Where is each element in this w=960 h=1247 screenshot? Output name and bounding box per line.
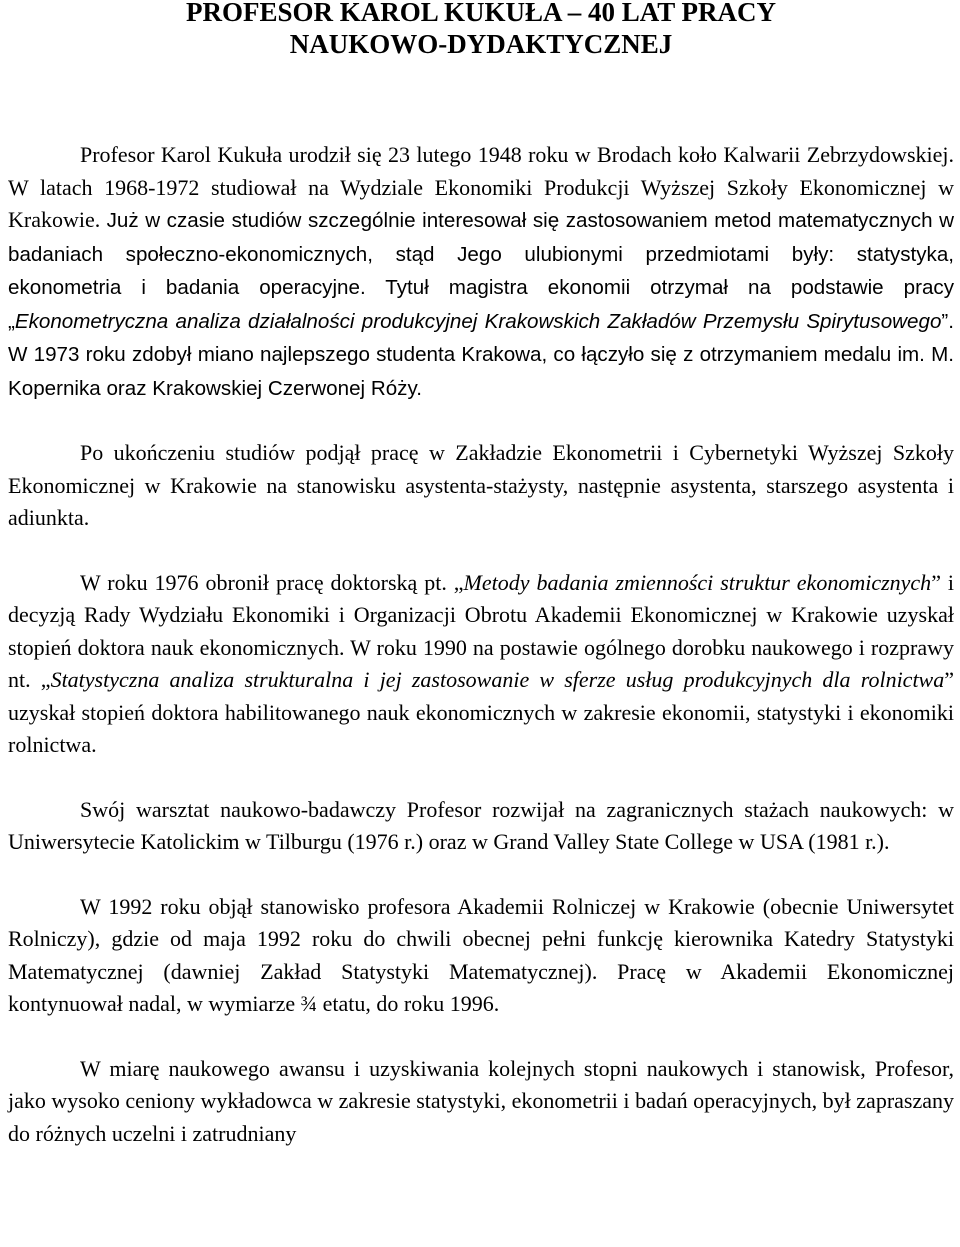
thesis-title-habilitation: Statystyczna analiza strukturalna i jej zastosowanie w sferze usług produkcyjnych dla rolnictwa — [50, 667, 945, 692]
thesis-title-master: Ekonometryczna analiza działalności produkcyjnej Krakowskich Zakładów Przemysłu Spirytusowego — [14, 309, 942, 333]
title-line-1: PROFESOR KAROL KUKUŁA – 40 LAT PRACY — [185, 0, 777, 27]
document-page — [8, 0, 954, 1150]
paragraph-doctorate — [8, 567, 954, 762]
page-title — [8, 0, 954, 60]
paragraph-3-part-a: W roku 1976 obronił pracę doktorską pt. „ — [80, 569, 464, 595]
paragraph-3-part-e: ” uzyskał stopień doktora habilitowanego nauk ekonomicznych w zakresie ekonomii, statystyki i ekonomiki rolnictwa. — [8, 667, 954, 757]
paragraph-3-part-c: ” i decyzją Rady Wydziału Ekonomiki i Organizacji Obrotu Akademii Ekonomicznej w Krakowie uzyskał stopień doktora nauk ekonomicznych. W roku 1990 na postawie ogólnego dorobku naukowego i rozprawy nt. „ — [8, 569, 954, 692]
paragraph-1-part-b: Już w czasie studiów szczególnie interesował się zastosowaniem metod matematycznych w badaniach społeczno-ekonomicznych, stąd Jego ulubionymi przedmiotami były: statystyka, ekonometria i badania operacyjne. Tytuł magistra ekonomii otrzymał na podstawie pracy „ — [8, 209, 954, 333]
paragraph-professorship: W 1992 roku objął stanowisko profesora Akademii Rolniczej w Krakowie (obecnie Uniwersytet Rolniczy), gdzie od maja 1992 roku do chwili obecnej pełni funkcję kierownika Katedry Statystyki Matematycznej (dawniej Zakład Statystyki Matematycznej). Pracę w Akademii Ekonomicznej kontynuował nadal, w wymiarze ¾ etatu, do roku 1996. — [8, 893, 954, 1016]
paragraph-career-start: Po ukończeniu studiów podjął pracę w Zakładzie Ekonometrii i Cybernetyki Wyższej Szkoły Ekonomicznej w Krakowie na stanowisku asystenta-stażysty, następnie asystenta, starszego asystenta i adiunkta. — [8, 440, 954, 530]
paragraph-1-part-a: Profesor Karol Kukuła urodził się 23 lutego 1948 roku w Brodach koło Kalwarii Zebrzydowskiej. W latach 1968-1972 studiował na Wydziale Ekonomiki Produkcji Wyższej Szkoły Ekonomicznej w Krakowie. — [8, 142, 954, 232]
paragraph-1-part-d: ”. W 1973 roku zdobył miano najlepszego studenta Krakowa, co łączyło się z otrzymaniem medalu im. M. Kopernika oraz Krakowskiej Czerwonej Róży. — [8, 309, 954, 400]
paragraph-lecturing: W miarę naukowego awansu i uzyskiwania kolejnych stopni naukowych i stanowisk, Profesor, jako wysoko ceniony wykładowca w zakresie statystyki, ekonometrii i badań operacyjnych, był zapraszany do różnych uczelni i zatrudniany — [8, 1055, 954, 1146]
paragraph-biography — [8, 139, 954, 405]
thesis-title-doctoral: Metody badania zmienności struktur ekonomicznych — [463, 569, 932, 595]
paragraph-internships: Swój warsztat naukowo-badawczy Profesor rozwijał na zagranicznych stażach naukowych: w Uniwersytecie Katolickim w Tilburgu (1976 r.) oraz w Grand Valley State College w USA (1981 r.). — [8, 796, 954, 854]
title-line-2: NAUKOWO-DYDAKTYCZNEJ — [289, 29, 673, 59]
